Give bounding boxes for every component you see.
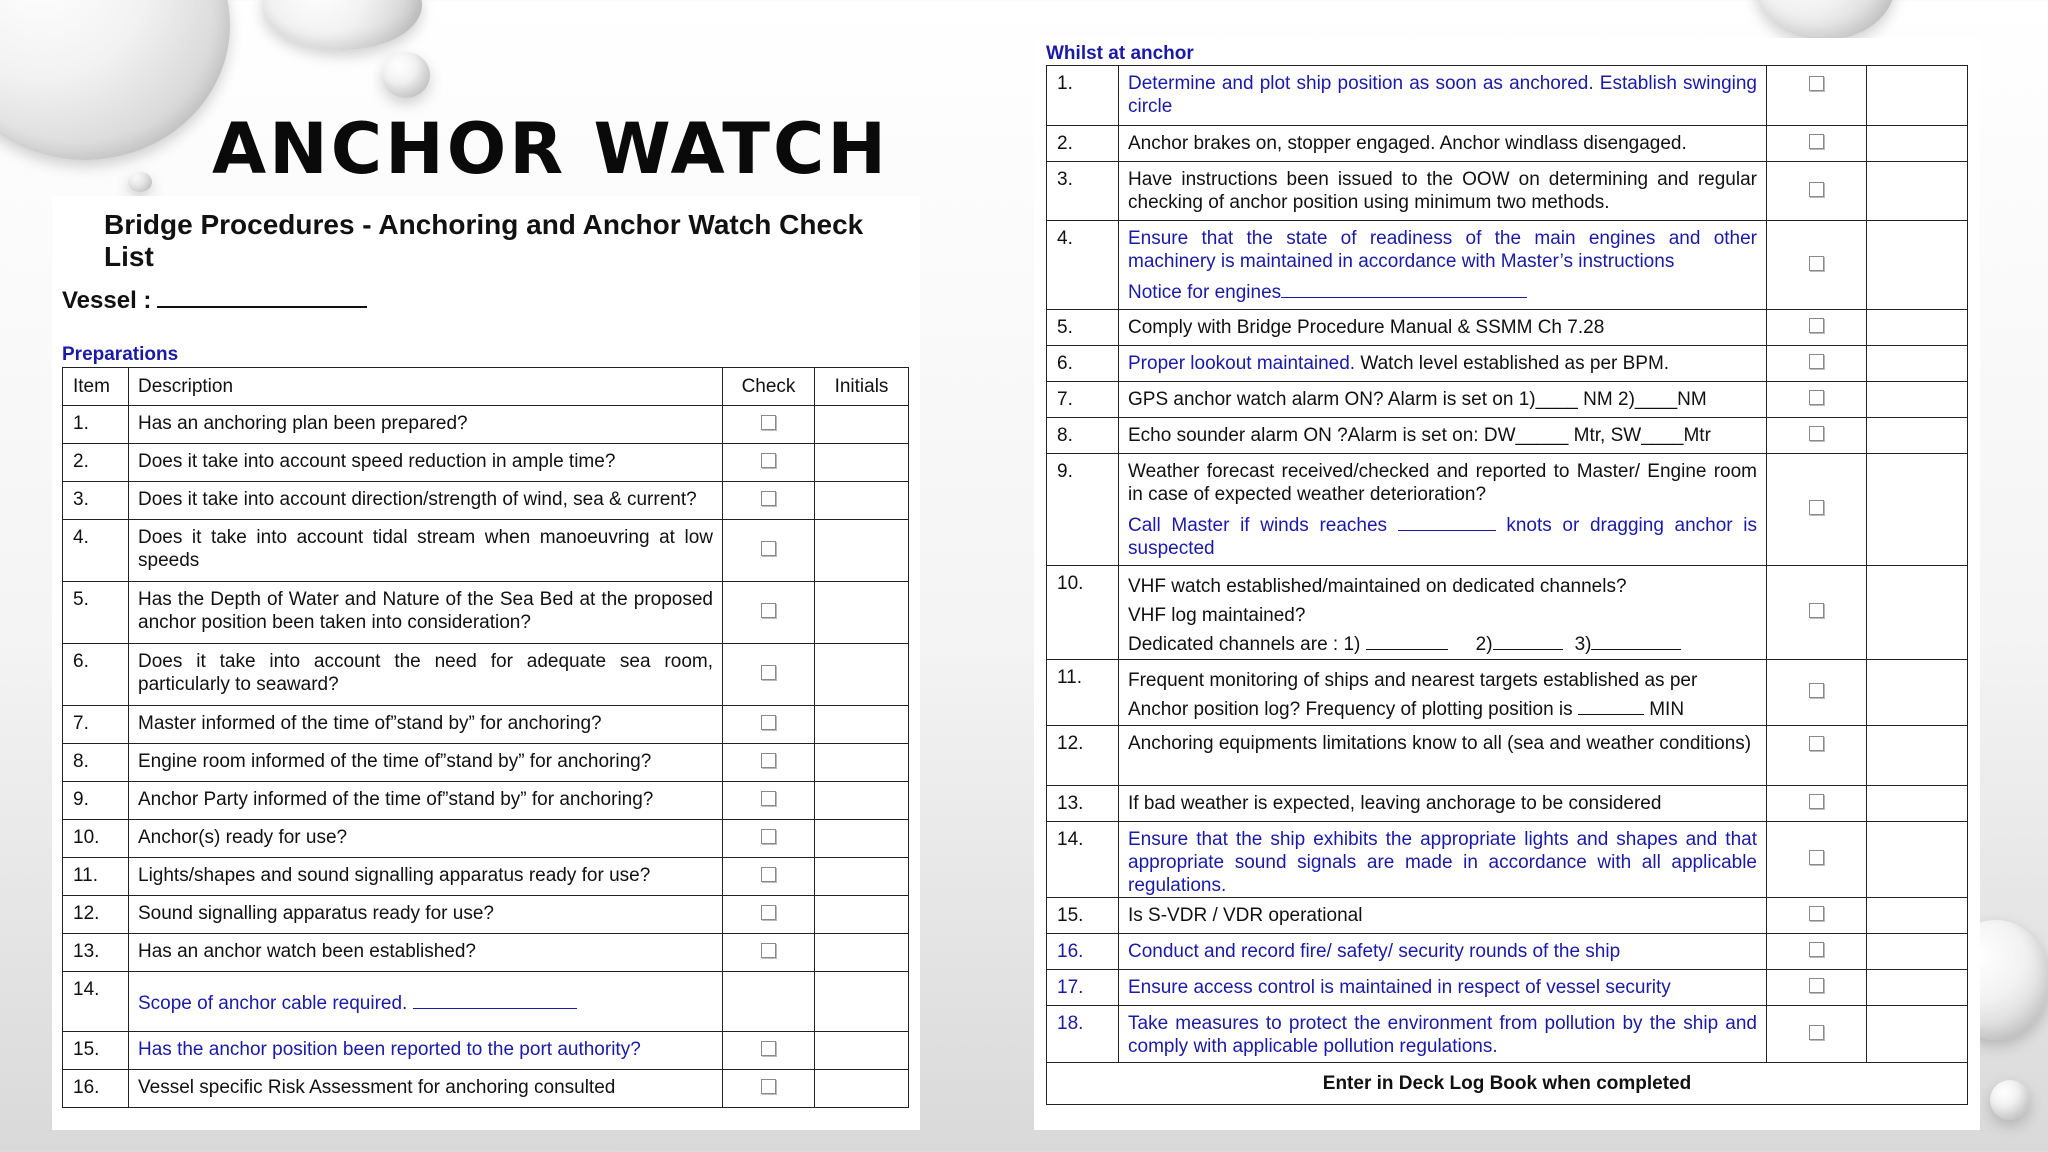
checkbox[interactable]: [761, 753, 776, 768]
channel-3-blank[interactable]: [1591, 631, 1681, 650]
dedicated-channels-line: [1128, 630, 1757, 659]
item-description: Does it take into account tidal stream when manoeuvring at low speeds: [129, 520, 723, 582]
echo-blank-2[interactable]: ____: [1641, 425, 1684, 446]
checkbox[interactable]: [761, 491, 776, 506]
water-drop-decoration: [262, 0, 422, 50]
frequency-blank-line[interactable]: [1578, 696, 1644, 715]
check-cell: [1767, 970, 1867, 1006]
initials-cell[interactable]: [815, 706, 909, 744]
table-row: [1047, 454, 1968, 566]
notice-blank-line[interactable]: [1281, 279, 1527, 298]
check-cell: [1767, 1006, 1867, 1063]
checkbox[interactable]: [1809, 354, 1824, 369]
item-description: Master informed of the time of”stand by” for anchoring?: [129, 706, 723, 744]
table-row: [63, 1032, 909, 1070]
channel-2-blank[interactable]: [1493, 631, 1563, 650]
item-number: 5.: [63, 582, 129, 644]
item-number: 16.: [63, 1070, 129, 1108]
item-description: Take measures to protect the environment from pollution by the ship and comply with applicable pollution regulations.: [1119, 1006, 1767, 1063]
water-drop-decoration: [382, 52, 430, 98]
plotting-frequency-line: [1128, 695, 1757, 724]
water-drop-decoration: [0, 0, 230, 160]
table-row: [1047, 310, 1968, 346]
plotting-frequency-text: Anchor position log? Frequency of plotting position is: [1128, 699, 1573, 720]
table-row: [63, 482, 909, 520]
table-row: [1047, 822, 1968, 898]
check-cell: [723, 972, 815, 1032]
item-number: 13.: [63, 934, 129, 972]
item-number: 1.: [63, 406, 129, 444]
item-number: 7.: [63, 706, 129, 744]
check-cell: [723, 644, 815, 706]
gps-alarm-text-2: NM 2): [1577, 389, 1635, 410]
water-drop-decoration: [1755, 0, 1895, 40]
initials-cell[interactable]: [815, 820, 909, 858]
initials-cell[interactable]: [1867, 221, 1968, 310]
initials-cell[interactable]: [815, 858, 909, 896]
item-number: 8.: [1047, 418, 1119, 454]
initials-cell[interactable]: [815, 644, 909, 706]
item-description-text: Weather forecast received/checked and reported to Master/ Engine room in case of expected weather deterioration?: [1128, 461, 1757, 505]
whilst-at-anchor-panel: [1034, 38, 1980, 1130]
initials-cell[interactable]: [1867, 382, 1968, 418]
checkbox[interactable]: [1809, 182, 1824, 197]
notice-label: Notice for engines: [1128, 282, 1282, 303]
check-cell: [1767, 382, 1867, 418]
check-cell: [1767, 898, 1867, 934]
item-number: 18.: [1047, 1006, 1119, 1063]
check-cell: [723, 744, 815, 782]
table-row: [1047, 346, 1968, 382]
initials-cell[interactable]: [1867, 346, 1968, 382]
item-number: 3.: [1047, 162, 1119, 221]
check-cell: [1767, 126, 1867, 162]
table-row: [1047, 66, 1968, 126]
item-description: [1119, 382, 1767, 418]
check-cell: [1767, 660, 1867, 726]
item-description: Has the Depth of Water and Nature of the Sea Bed at the proposed anchor position been taken into consideration?: [129, 582, 723, 644]
initials-cell[interactable]: [1867, 786, 1968, 822]
checkbox[interactable]: [1809, 603, 1824, 618]
whilst-at-anchor-table: [1046, 65, 1968, 1105]
initials-cell[interactable]: [1867, 822, 1968, 898]
check-cell: [1767, 786, 1867, 822]
channel-2-label: 2): [1475, 634, 1493, 655]
initials-cell[interactable]: [815, 972, 909, 1032]
echo-blank-1[interactable]: _____: [1515, 425, 1569, 446]
lookout-text: Proper lookout maintained.: [1128, 353, 1356, 374]
checkbox[interactable]: [1809, 736, 1824, 751]
item-description: [1119, 566, 1767, 660]
initials-cell[interactable]: [1867, 418, 1968, 454]
echo-alarm-text-2: Mtr, SW: [1568, 425, 1642, 446]
initials-cell[interactable]: [815, 520, 909, 582]
frequency-unit: MIN: [1643, 699, 1685, 720]
item-description: Determine and plot ship position as soon as anchored. Establish swinging circle: [1119, 66, 1767, 126]
vessel-label: Vessel :: [62, 287, 152, 314]
initials-cell[interactable]: [815, 782, 909, 820]
item-number: 11.: [63, 858, 129, 896]
item-description: Does it take into account direction/strength of wind, sea & current?: [129, 482, 723, 520]
initials-cell[interactable]: [1867, 726, 1968, 786]
item-description: Anchor(s) ready for use?: [129, 820, 723, 858]
check-cell: [723, 706, 815, 744]
checkbox[interactable]: [761, 829, 776, 844]
initials-cell[interactable]: [1867, 660, 1968, 726]
gps-alarm-unit: NM: [1677, 389, 1707, 410]
vhf-log-text: VHF log maintained?: [1128, 605, 1306, 626]
initials-cell[interactable]: [815, 582, 909, 644]
checkbox[interactable]: [761, 943, 776, 958]
table-row: [1047, 221, 1968, 310]
checkbox[interactable]: [1809, 426, 1824, 441]
check-cell: [723, 896, 815, 934]
table-row: [1047, 970, 1968, 1006]
dedicated-channels-text: Dedicated channels are : 1): [1128, 634, 1361, 655]
initials-cell[interactable]: [1867, 566, 1968, 660]
check-cell: [723, 782, 815, 820]
column-header-initials: Initials: [815, 368, 909, 406]
item-description: Conduct and record fire/ safety/ security rounds of the ship: [1119, 934, 1767, 970]
table-row: [63, 858, 909, 896]
checkbox[interactable]: [1809, 683, 1824, 698]
gps-alarm-text: GPS anchor watch alarm ON? Alarm is set on 1): [1128, 389, 1536, 410]
initials-cell[interactable]: [1867, 162, 1968, 221]
table-row: [63, 782, 909, 820]
table-row: [1047, 566, 1968, 660]
initials-cell[interactable]: [1867, 310, 1968, 346]
check-cell: [723, 582, 815, 644]
item-description: Ensure that the ship exhibits the appropriate lights and shapes and that appropriate sound signals are made in accordance with all applicable regulations.: [1119, 822, 1767, 898]
item-description-text: Frequent monitoring of ships and nearest targets established as per: [1128, 670, 1698, 691]
checklist-subtitle: Bridge Procedures - Anchoring and Anchor Watch Check List: [104, 209, 864, 272]
check-cell: [1767, 726, 1867, 786]
watch-level-text: Watch level established as per BPM.: [1355, 353, 1670, 374]
table-row: [63, 520, 909, 582]
table-header-row: [63, 368, 909, 406]
item-description: Sound signalling apparatus ready for use?: [129, 896, 723, 934]
checkbox[interactable]: [761, 791, 776, 806]
checkbox[interactable]: [1809, 1025, 1824, 1040]
check-cell: [723, 858, 815, 896]
table-row: [63, 934, 909, 972]
check-cell: [723, 482, 815, 520]
item-number: 17.: [1047, 970, 1119, 1006]
checkbox[interactable]: [1809, 318, 1824, 333]
initials-cell[interactable]: [815, 896, 909, 934]
check-cell: [723, 934, 815, 972]
call-master-text: Call Master if winds reaches: [1128, 515, 1388, 536]
initials-cell[interactable]: [815, 744, 909, 782]
item-number: 10.: [1047, 566, 1119, 660]
item-description: Ensure access control is maintained in respect of vessel security: [1119, 970, 1767, 1006]
checkbox[interactable]: [1809, 906, 1824, 921]
item-number: 16.: [1047, 934, 1119, 970]
vessel-field: [62, 286, 367, 315]
scope-blank-line[interactable]: [413, 990, 577, 1009]
check-cell: [723, 520, 815, 582]
item-description: Vessel specific Risk Assessment for anchoring consulted: [129, 1070, 723, 1108]
vessel-blank-line[interactable]: [157, 286, 367, 308]
checkbox[interactable]: [1809, 794, 1824, 809]
item-number: 5.: [1047, 310, 1119, 346]
checkbox[interactable]: [761, 1041, 776, 1056]
table-row: [1047, 382, 1968, 418]
initials-cell[interactable]: [1867, 126, 1968, 162]
gps-blank-1[interactable]: ____: [1535, 389, 1578, 410]
item-number: 6.: [1047, 346, 1119, 382]
check-cell: [1767, 66, 1867, 126]
table-row: [1047, 418, 1968, 454]
table-row: [1047, 660, 1968, 726]
item-description: [1119, 221, 1767, 310]
item-number: 3.: [63, 482, 129, 520]
item-number: 11.: [1047, 660, 1119, 726]
checkbox[interactable]: [1809, 942, 1824, 957]
table-row: [63, 406, 909, 444]
table-row: [63, 896, 909, 934]
checkbox[interactable]: [1809, 500, 1824, 515]
checkbox[interactable]: [761, 415, 776, 430]
item-description: [1119, 418, 1767, 454]
checkbox[interactable]: [761, 867, 776, 882]
item-number: 2.: [1047, 126, 1119, 162]
item-number: 4.: [63, 520, 129, 582]
checkbox[interactable]: [761, 541, 776, 556]
section-heading-whilst-at-anchor: Whilst at anchor: [1046, 43, 1194, 64]
check-cell: [723, 444, 815, 482]
wind-blank-line[interactable]: [1398, 512, 1496, 531]
table-row: [63, 706, 909, 744]
echo-alarm-text: Echo sounder alarm ON ?Alarm is set on: DW: [1128, 425, 1516, 446]
initials-cell[interactable]: [815, 482, 909, 520]
item-description: Comply with Bridge Procedure Manual & SSMM Ch 7.28: [1119, 310, 1767, 346]
item-description: Has an anchor watch been established?: [129, 934, 723, 972]
call-master-line: [1128, 512, 1757, 560]
item-description-text: VHF watch established/maintained on dedicated channels?: [1128, 576, 1627, 597]
checkbox[interactable]: [1809, 390, 1824, 405]
check-cell: [723, 1070, 815, 1108]
item-number: 14.: [1047, 822, 1119, 898]
item-number: 10.: [63, 820, 129, 858]
check-cell: [723, 820, 815, 858]
table-row: [1047, 726, 1968, 786]
initials-cell[interactable]: [1867, 898, 1968, 934]
checkbox[interactable]: [1809, 76, 1824, 91]
item-number: 4.: [1047, 221, 1119, 310]
check-cell: [1767, 566, 1867, 660]
table-row: [63, 444, 909, 482]
notice-for-engines-line: [1128, 279, 1757, 304]
channel-3-label: 3): [1574, 634, 1592, 655]
table-row: [1047, 786, 1968, 822]
checkbox[interactable]: [761, 715, 776, 730]
checkbox[interactable]: [1809, 978, 1824, 993]
table-row: [1047, 162, 1968, 221]
check-cell: [1767, 822, 1867, 898]
preparations-checklist-panel: [52, 196, 920, 1130]
item-description: [1119, 660, 1767, 726]
column-header-description: Description: [129, 368, 723, 406]
check-cell: [1767, 934, 1867, 970]
water-drop-decoration: [1990, 1080, 2030, 1120]
item-description: Lights/shapes and sound signalling apparatus ready for use?: [129, 858, 723, 896]
checkbox[interactable]: [761, 1079, 776, 1094]
item-description: [1119, 346, 1767, 382]
item-number: 1.: [1047, 66, 1119, 126]
water-drop-decoration: [128, 172, 152, 192]
check-cell: [723, 1032, 815, 1070]
table-row: [1047, 1006, 1968, 1063]
initials-cell[interactable]: [815, 1070, 909, 1108]
item-number: 14.: [63, 972, 129, 1032]
table-row: [1047, 898, 1968, 934]
item-description: Anchoring equipments limitations know to all (sea and weather conditions): [1119, 726, 1767, 786]
check-cell: [1767, 221, 1867, 310]
item-description: Is S-VDR / VDR operational: [1119, 898, 1767, 934]
item-number: 12.: [63, 896, 129, 934]
initials-cell[interactable]: [815, 406, 909, 444]
checkbox[interactable]: [761, 453, 776, 468]
column-header-check: Check: [723, 368, 815, 406]
item-description: Has an anchoring plan been prepared?: [129, 406, 723, 444]
initials-cell[interactable]: [815, 934, 909, 972]
echo-alarm-unit: Mtr: [1683, 425, 1711, 446]
initials-cell[interactable]: [1867, 1006, 1968, 1063]
item-description: Have instructions been issued to the OOW on determining and regular checking of anchor position using minimum two methods.: [1119, 162, 1767, 221]
checkbox[interactable]: [761, 905, 776, 920]
table-row: [63, 582, 909, 644]
item-number: 7.: [1047, 382, 1119, 418]
item-description-text: Ensure that the state of readiness of the main engines and other machinery is maintained in accordance with Master’s instructions: [1128, 228, 1757, 272]
item-description: Engine room informed of the time of”stand by” for anchoring?: [129, 744, 723, 782]
initials-cell[interactable]: [1867, 934, 1968, 970]
check-cell: [1767, 418, 1867, 454]
checkbox[interactable]: [1809, 256, 1824, 271]
item-number: 15.: [1047, 898, 1119, 934]
footer-row: [1047, 1063, 1968, 1105]
initials-cell[interactable]: [1867, 454, 1968, 566]
item-number: 13.: [1047, 786, 1119, 822]
item-description-text: Scope of anchor cable required.: [138, 993, 408, 1014]
item-number: 15.: [63, 1032, 129, 1070]
table-row: [1047, 126, 1968, 162]
channel-1-blank[interactable]: [1366, 631, 1448, 650]
check-cell: [1767, 454, 1867, 566]
item-description: Does it take into account the need for adequate sea room, particularly to seaward?: [129, 644, 723, 706]
section-heading-preparations: Preparations: [62, 344, 179, 365]
checkbox[interactable]: [761, 665, 776, 680]
item-description: Has the anchor position been reported to the port authority?: [129, 1032, 723, 1070]
item-number: 8.: [63, 744, 129, 782]
call-master-text-2: knots or dragging anchor is suspected: [1128, 515, 1757, 559]
item-description: Anchor brakes on, stopper engaged. Anchor windlass disengaged.: [1119, 126, 1767, 162]
item-description: [129, 972, 723, 1032]
item-description: Does it take into account speed reduction in ample time?: [129, 444, 723, 482]
initials-cell[interactable]: [1867, 66, 1968, 126]
item-number: 6.: [63, 644, 129, 706]
initials-cell[interactable]: [1867, 970, 1968, 1006]
check-cell: [1767, 310, 1867, 346]
checkbox[interactable]: [1809, 134, 1824, 149]
slide-title: ANCHOR WATCH: [212, 108, 890, 190]
item-number: 9.: [1047, 454, 1119, 566]
item-description: Anchor Party informed of the time of”stand by” for anchoring?: [129, 782, 723, 820]
table-row: [63, 972, 909, 1032]
item-description: [1119, 454, 1767, 566]
table-row: [1047, 934, 1968, 970]
column-header-item: Item: [63, 368, 129, 406]
check-cell: [723, 406, 815, 444]
checkbox[interactable]: [1809, 850, 1824, 865]
item-number: 2.: [63, 444, 129, 482]
table-row: [63, 644, 909, 706]
checkbox[interactable]: [761, 603, 776, 618]
table-row: [63, 820, 909, 858]
preparations-table: [62, 367, 909, 1108]
check-cell: [1767, 346, 1867, 382]
item-description: If bad weather is expected, leaving anchorage to be considered: [1119, 786, 1767, 822]
item-number: 9.: [63, 782, 129, 820]
initials-cell[interactable]: [815, 1032, 909, 1070]
check-cell: [1767, 162, 1867, 221]
deck-log-footer: Enter in Deck Log Book when completed: [1047, 1063, 1968, 1105]
item-number: 12.: [1047, 726, 1119, 786]
initials-cell[interactable]: [815, 444, 909, 482]
table-row: [63, 744, 909, 782]
table-row: [63, 1070, 909, 1108]
gps-blank-2[interactable]: ____: [1634, 389, 1678, 410]
